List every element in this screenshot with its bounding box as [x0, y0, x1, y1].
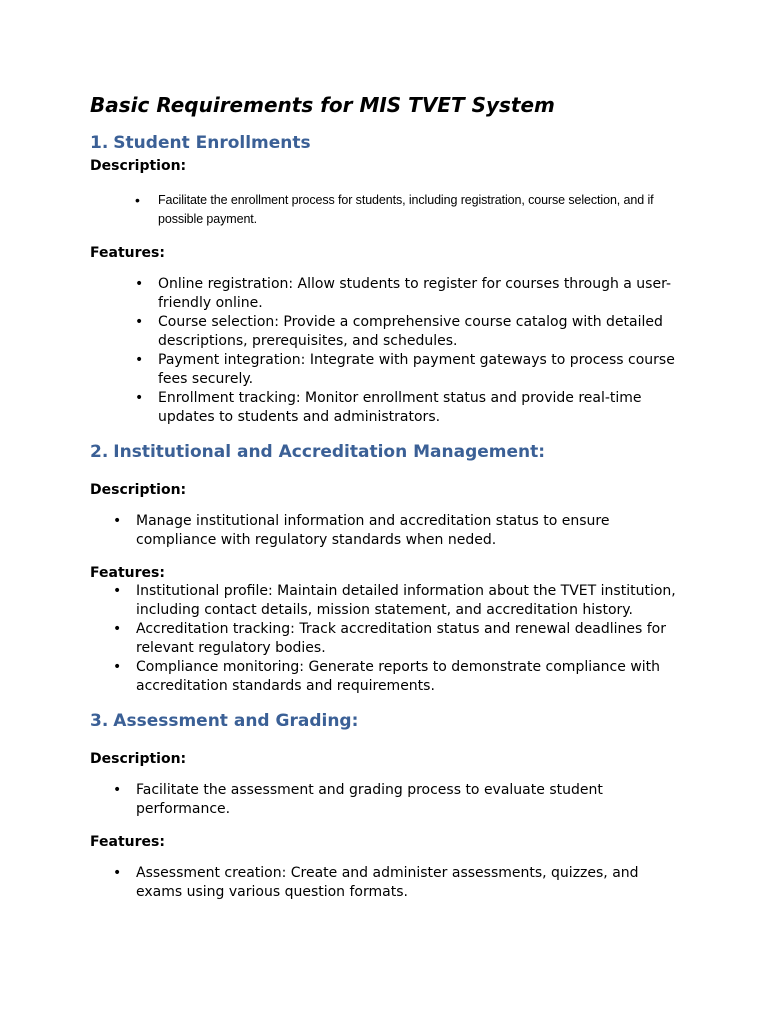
section-2-heading [90, 441, 545, 463]
section-1-number: 1. [90, 133, 109, 153]
list-item: • Institutional profile: Maintain detailed information about the TVET institution, including contact details, mission statement, and accreditation history. [113, 583, 676, 618]
section-3-description-list [113, 781, 676, 819]
list-item: • Facilitate the assessment and grading process to evaluate student performance. [113, 782, 603, 817]
section-3-heading [90, 710, 358, 732]
section-3-number: 3. [90, 711, 109, 731]
section-1-heading [90, 132, 311, 154]
list-item: • Online registration: Allow students to register for courses through a user-friendly online. [135, 276, 672, 311]
section-2-description-list [113, 512, 686, 550]
section-3-title: Assessment and Grading: [113, 711, 359, 731]
list-item: • Facilitate the enrollment process for students, including registration, course selection, and if possible payment. [135, 192, 654, 226]
list-item: • Assessment creation: Create and administer assessments, quizzes, and exams using various question formats. [113, 865, 639, 900]
section-1-features-list [135, 275, 683, 427]
bullet-icon: • [113, 782, 122, 798]
section-2-description-label: Description: [90, 482, 187, 498]
bullet-icon: • [113, 865, 122, 881]
section-2-title: Institutional and Accreditation Management: [113, 442, 546, 462]
list-item: • Course selection: Provide a comprehensive course catalog with detailed descriptions, prerequisites, and schedules. [135, 314, 663, 349]
bullet-icon: • [135, 352, 144, 368]
section-1-title: Student Enrollments [113, 133, 311, 153]
list-item: • Enrollment tracking: Monitor enrollment status and provide real-time updates to students and administrators. [135, 390, 642, 425]
list-item: • Manage institutional information and accreditation status to ensure compliance with regulatory standards when neded. [113, 513, 610, 548]
list-item: • Accreditation tracking: Track accreditation status and renewal deadlines for relevant regulatory bodies. [113, 621, 666, 656]
section-3-features-label: Features: [90, 834, 165, 850]
list-item: • Payment integration: Integrate with payment gateways to process course fees securely. [135, 352, 675, 387]
bullet-icon: • [135, 314, 144, 330]
bullet-icon: • [135, 192, 140, 208]
section-2-features-label: Features: [90, 565, 165, 581]
section-2-features-list [113, 582, 686, 696]
section-3-description-label: Description: [90, 751, 187, 767]
bullet-icon: • [135, 390, 144, 406]
bullet-icon: • [113, 513, 122, 529]
section-1-description-list [135, 191, 683, 229]
section-2-number: 2. [90, 442, 109, 462]
bullet-icon: • [113, 583, 122, 599]
bullet-icon: • [113, 659, 122, 675]
section-1-features-label: Features: [90, 245, 165, 261]
document-title: Basic Requirements for MIS TVET System [90, 93, 555, 117]
list-item: • Compliance monitoring: Generate reports to demonstrate compliance with accreditation standards and requirements. [113, 659, 661, 694]
section-3-features-list [113, 864, 676, 902]
bullet-icon: • [113, 621, 122, 637]
bullet-icon: • [135, 276, 144, 292]
section-1-description-label: Description: [90, 158, 187, 174]
